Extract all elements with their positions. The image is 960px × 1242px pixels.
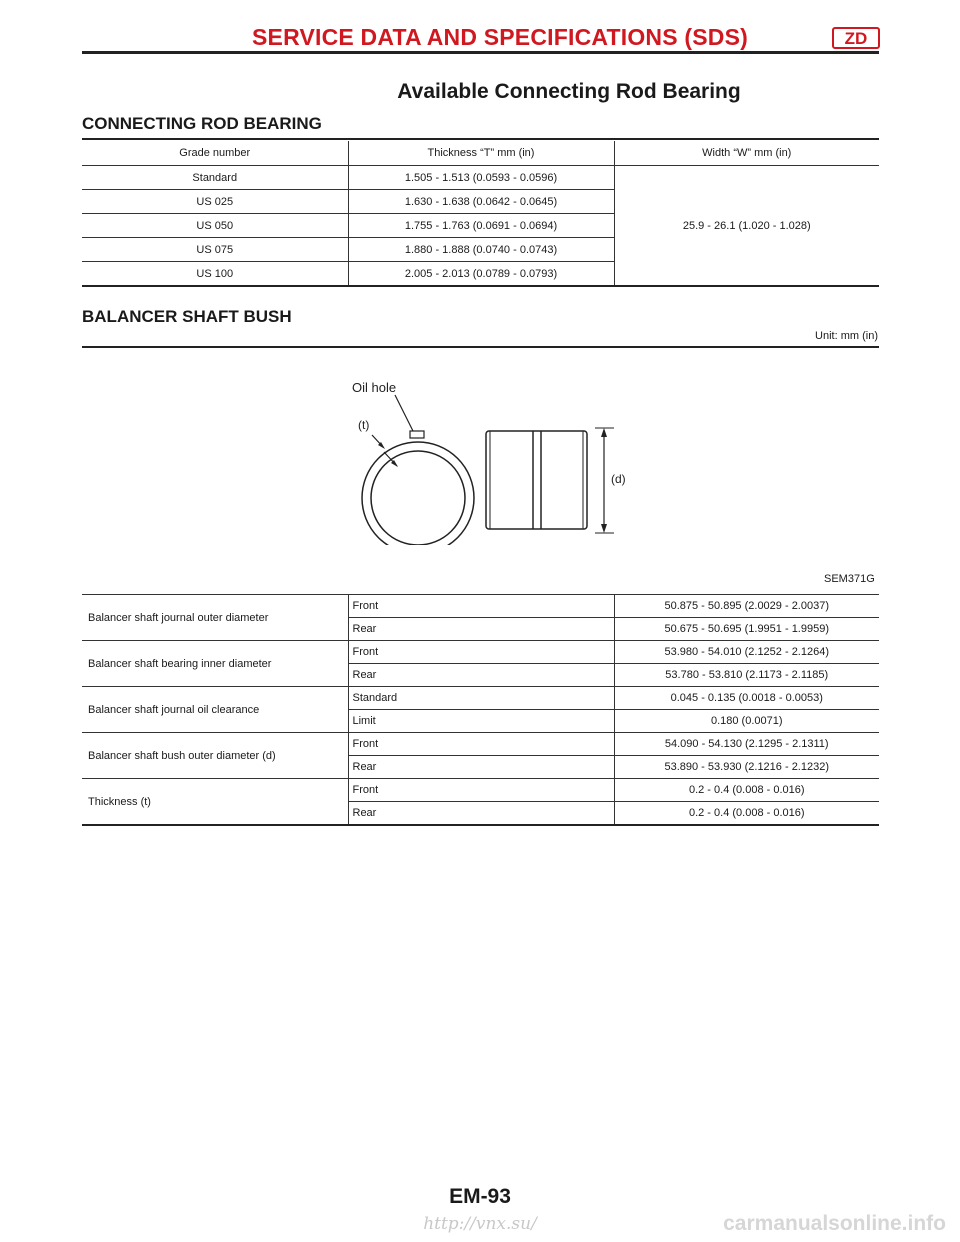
spec-sub: Front [348,595,614,618]
grade-cell: US 025 [82,190,348,214]
table-row [82,595,879,618]
table-row [82,779,879,802]
spec-sub: Limit [348,710,614,733]
thickness-cell: 1.755 - 1.763 (0.0691 - 0.0694) [348,214,614,238]
unit-label: Unit: mm (in) [815,330,878,342]
watermark: carmanualsonline.info [723,1212,946,1235]
bush-illustration [340,375,660,545]
spec-value: 50.675 - 50.695 (1.9951 - 1.9959) [614,618,879,641]
column-header: Grade number [82,141,348,166]
spec-sub: Rear [348,664,614,687]
header-rule [82,51,879,54]
table-header-row [82,141,879,166]
figure-code: SEM371G [824,573,875,585]
spec-label: Balancer shaft journal outer diameter [82,595,348,641]
source-url[interactable]: http://vnx.su/ [423,1214,537,1234]
spec-label: Balancer shaft bearing inner diameter [82,641,348,687]
d-label: (d) [611,472,626,486]
spec-sub: Rear [348,756,614,779]
table-row [82,166,879,190]
spec-value: 0.045 - 0.135 (0.0018 - 0.0053) [614,687,879,710]
column-header: Width “W” mm (in) [614,141,879,166]
spec-value: 53.780 - 53.810 (2.1173 - 2.1185) [614,664,879,687]
spec-label: Balancer shaft bush outer diameter (d) [82,733,348,779]
spec-value: 53.890 - 53.930 (2.1216 - 2.1232) [614,756,879,779]
t-label: (t) [358,418,370,432]
spec-sub: Front [348,733,614,756]
bush-side-view [486,431,587,529]
spec-sub: Front [348,641,614,664]
balancer-heading: BALANCER SHAFT BUSH [82,307,292,326]
spec-value: 50.875 - 50.895 (2.0029 - 2.0037) [614,595,879,618]
spec-value: 0.2 - 0.4 (0.008 - 0.016) [614,779,879,802]
thickness-cell: 1.880 - 1.888 (0.0740 - 0.0743) [348,238,614,262]
spec-value: 53.980 - 54.010 (2.1252 - 2.1264) [614,641,879,664]
width-cell: 25.9 - 26.1 (1.020 - 1.028) [614,166,879,287]
table-row [82,687,879,710]
connecting-rod-rule [82,138,879,140]
grade-cell: US 050 [82,214,348,238]
connecting-rod-heading: CONNECTING ROD BEARING [82,114,322,133]
balancer-rule [82,346,879,348]
page-number: EM-93 [449,1185,511,1208]
spec-sub: Rear [348,618,614,641]
header-title: SERVICE DATA AND SPECIFICATIONS (SDS) [252,24,748,50]
connecting-rod-table [82,141,879,287]
spec-value: 0.180 (0.0071) [614,710,879,733]
section-badge: ZD [832,27,880,49]
spec-label: Balancer shaft journal oil clearance [82,687,348,733]
grade-cell: US 075 [82,238,348,262]
spec-sub: Standard [348,687,614,710]
spec-value: 0.2 - 0.4 (0.008 - 0.016) [614,802,879,826]
thickness-cell: 1.505 - 1.513 (0.0593 - 0.0596) [348,166,614,190]
table-row [82,641,879,664]
page-title: Available Connecting Rod Bearing [397,80,741,103]
spec-sub: Rear [348,802,614,826]
thickness-cell: 1.630 - 1.638 (0.0642 - 0.0645) [348,190,614,214]
spec-sub: Front [348,779,614,802]
column-header: Thickness “T” mm (in) [348,141,614,166]
spec-value: 54.090 - 54.130 (2.1295 - 2.1311) [614,733,879,756]
balancer-table [82,594,879,826]
grade-cell: US 100 [82,262,348,287]
table-row [82,733,879,756]
oil-hole-label: Oil hole [352,380,397,395]
bush-end-view [362,431,474,545]
spec-label: Thickness (t) [82,779,348,826]
grade-cell: Standard [82,166,348,190]
thickness-cell: 2.005 - 2.013 (0.0789 - 0.0793) [348,262,614,287]
